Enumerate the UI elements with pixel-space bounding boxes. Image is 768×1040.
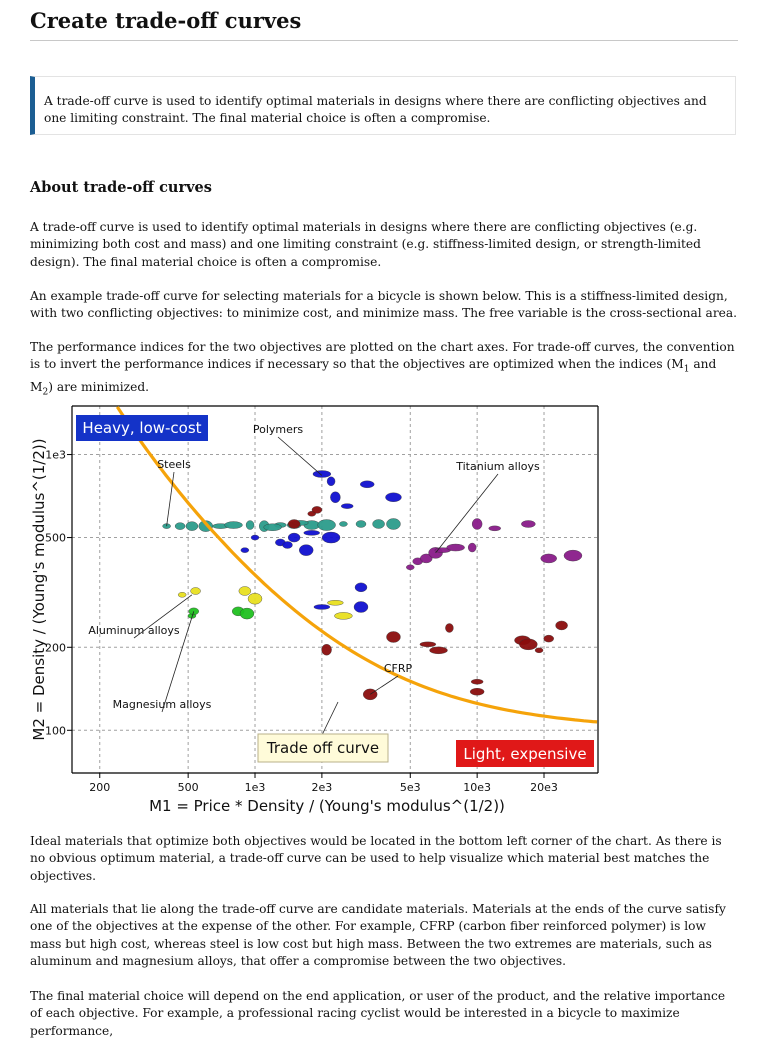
cfrp-point (322, 644, 332, 655)
y-tick-label: 200 (45, 641, 66, 655)
x-axis-label: M1 = Price * Density / (Young's modulus^(1/2)) (149, 797, 505, 815)
aluminum-alloys-point (334, 612, 352, 619)
para3-text-c: ) are minimized. (48, 380, 149, 395)
page-title: Create trade-off curves (30, 8, 738, 41)
titanium-alloys-point (472, 518, 482, 529)
polymers-point (282, 541, 292, 548)
magnesium-alloys-point (240, 608, 254, 619)
summary-text: A trade-off curve is used to identify optimal materials in designs where there are conflicting objectives and one limiting constraint. The final material choice is often a compromise. (44, 94, 707, 125)
x-tick-label: 10e3 (463, 781, 492, 794)
section-heading: About trade-off curves (30, 179, 212, 196)
polymers-point (322, 532, 340, 543)
trade-off-chart (30, 402, 600, 824)
x-tick-label: 500 (177, 781, 199, 794)
cfrp-label: CFRP (383, 662, 413, 675)
polymers-point (355, 583, 367, 592)
y-tick-label: 500 (45, 531, 66, 545)
titanium-alloys-point (406, 565, 414, 570)
steels-point (356, 520, 366, 527)
trade-off-chart-svg (30, 402, 600, 820)
paragraph-bicycle-example: An example trade-off curve for selecting materials for a bicycle is shown below. This is a stiffness-limited design, with two conflicting objectives: to minimize cost, and minimize mass. The free variable is the cross-sectional area. (30, 289, 737, 321)
cfrp-point (420, 642, 436, 647)
para3-sub-1: 1 (683, 364, 690, 375)
x-tick-label: 20e3 (530, 781, 558, 794)
x-tick-label: 2e3 (311, 781, 333, 794)
aluminum-alloys-point (191, 588, 201, 595)
aluminum-alloys-label: Aluminum alloys (88, 624, 180, 637)
steels-point (186, 522, 198, 531)
polymers-point (354, 601, 368, 612)
cfrp-point (386, 631, 400, 642)
polymers-point (385, 493, 401, 502)
paragraph-final-choice: The final material choice will depend on the end application, or user of the product, and the relative importance of each objective. For example, a professional racing cyclist would be interested in a bicycle to maximize performance, (30, 989, 726, 1038)
steels-label: Steels (157, 458, 191, 471)
steels-point (264, 524, 282, 531)
aluminum-alloys-point (248, 593, 262, 604)
cfrp-point (556, 621, 568, 630)
cfrp-point (471, 679, 483, 684)
titanium-alloys-point (564, 550, 582, 561)
aluminum-alloys-point (178, 592, 186, 597)
titanium-alloys-point (468, 543, 476, 552)
cfrp-point (470, 688, 484, 695)
cfrp-point (445, 623, 453, 632)
cfrp-point (544, 635, 554, 642)
magnesium-alloys-label: Magnesium alloys (112, 698, 212, 711)
paragraph-candidate-materials: All materials that lie along the trade-off curve are candidate materials. Materials at the ends of the curve satisfy one of the objectives at the expense of the other. For example, CFRP (carbon fiber reinforced polymer) is low mass but high cost, whereas steel is low cost but high mass. Between the two extremes are materials, such as aluminum and magnesium alloys, that offer a compromise between the two objectives. (30, 902, 726, 968)
aluminum-alloys-point (327, 600, 343, 605)
titanium-alloys-point (489, 526, 501, 531)
para3-sub-2: 2 (42, 387, 49, 398)
polymers-point (327, 477, 335, 486)
summary-callout (30, 76, 736, 135)
polymers-point (313, 471, 331, 478)
curve-label-text: Trade off curve (266, 739, 380, 757)
cfrp-point (312, 506, 322, 513)
y-tick-label: 100 (45, 724, 66, 738)
titanium-alloys-label: Titanium alloys (456, 460, 540, 473)
polymers-point (304, 530, 320, 535)
x-tick-label: 1e3 (244, 781, 266, 794)
titanium-alloys-point (521, 520, 535, 527)
polymers-point (314, 604, 330, 609)
steels-point (246, 521, 254, 530)
steels-point (224, 522, 242, 529)
polymers-label: Polymers (252, 423, 304, 436)
y-tick-label: 1e3 (45, 448, 66, 462)
polymers-point (299, 545, 313, 556)
polymers-point (241, 548, 249, 553)
titanium-alloys-point (447, 544, 465, 551)
heavy-low-cost-text: Heavy, low-cost (82, 419, 202, 437)
light-expensive-text: Light, expensive (463, 745, 587, 763)
steels-point (175, 523, 185, 530)
cfrp-point (288, 519, 300, 528)
cfrp-point (535, 648, 543, 653)
polymers-point (288, 533, 300, 542)
paragraph-performance-indices (30, 339, 738, 402)
steels-point (339, 521, 347, 526)
polymers-point (360, 481, 374, 488)
polymers-point (330, 492, 340, 503)
cfrp-point (430, 647, 448, 654)
cfrp-point (519, 639, 537, 650)
para3-text-b: and M (30, 357, 717, 395)
steels-point (373, 519, 385, 528)
titanium-alloys-point (541, 554, 557, 563)
x-tick-label: 200 (89, 781, 111, 794)
steels-point (386, 518, 400, 529)
steels-point (318, 520, 336, 531)
x-tick-label: 5e3 (399, 781, 421, 794)
y-axis-label: M2 = Density / (Young's modulus^(1/2)) (30, 438, 48, 741)
aluminum-alloys-point (239, 587, 251, 596)
para3-text-a: The performance indices for the two objectives are plotted on the chart axes. For trade-off curves, the convention is to invert the performance indices if necessary so that the objectives are optimized when the indices (M (30, 340, 735, 372)
polymers-point (251, 535, 259, 540)
paragraph-ideal-materials: Ideal materials that optimize both objectives would be located in the bottom left corner of the chart. As there is no obvious optimum material, a trade-off curve can be used to help visualize which material best matches the objectives. (30, 834, 722, 883)
polymers-point (341, 504, 353, 509)
paragraph-intro: A trade-off curve is used to identify optimal materials in designs where there are conflicting objectives (e.g. minimizing both cost and mass) and one limiting constraint (e.g. stiffness-limited design, or strength-limited design). The final material choice is often a compromise. (30, 220, 701, 269)
